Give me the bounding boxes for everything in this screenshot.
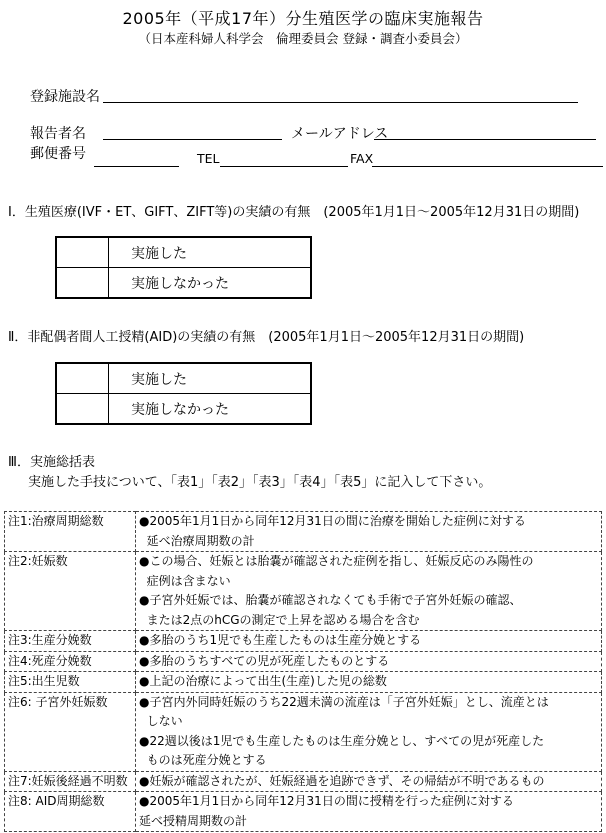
note-description: ●2005年1月1日から同年12月31日の間に授精を行った症例に対する 延べ授精周期数の計 xyxy=(136,792,602,832)
notes-table xyxy=(4,511,602,832)
table-row xyxy=(5,771,602,792)
note-term: 注2:妊娠数 xyxy=(5,552,136,631)
fax-input[interactable] xyxy=(372,151,603,167)
note-description: ●2005年1月1日から同年12月31日の間に治療を開始した症例に対する 延べ治療周期数の計 xyxy=(136,512,602,552)
reporter-name-label: 報告者名 xyxy=(30,126,86,142)
note-description: ●子宮内外同時妊娠のうち22週未満の流産は「子宮外妊娠」とし、流産とは しない ●22週以後は1児でも生産したものは生産分娩とし、すべての児が死産した ものは死産分娩とする xyxy=(136,692,602,771)
note-term: 注6: 子宮外妊娠数 xyxy=(5,692,136,771)
option-not-performed-2: 実施しなかった xyxy=(109,394,312,425)
table-row xyxy=(56,237,311,268)
note-term: 注4:死産分娩数 xyxy=(5,651,136,672)
reporter-name-input[interactable] xyxy=(103,124,282,140)
table-row xyxy=(5,631,602,652)
table-row xyxy=(56,363,311,394)
facility-name-label: 登録施設名 xyxy=(30,89,100,105)
postal-code-label: 郵便番号 xyxy=(30,146,86,162)
tel-input[interactable] xyxy=(220,151,348,167)
page-title: 2005年（平成17年）分生殖医学の臨床実施報告 xyxy=(122,9,484,28)
table-row xyxy=(5,692,602,771)
tel-label: TEL xyxy=(197,151,220,166)
checkbox-cell-not-performed-1[interactable] xyxy=(56,268,109,299)
page-subtitle: （日本産科婦人科学会 倫理委員会 登録・調査小委員会） xyxy=(138,31,468,46)
note-description: ●この場合、妊娠とは胎嚢が確認された症例を指し、妊娠反応のみ陽性の 症例は含まない ●子宮外妊娠では、胎嚢が確認されなくても手術で子宮外妊娠の確認、 または2点のhCGの測定で上昇を認める場合を含む xyxy=(136,552,602,631)
table-row xyxy=(56,268,311,299)
checkbox-cell-not-performed-2[interactable] xyxy=(56,394,109,425)
option-not-performed-1: 実施しなかった xyxy=(109,268,312,299)
note-term: 注5:出生児数 xyxy=(5,672,136,693)
checkbox-cell-performed-1[interactable] xyxy=(56,237,109,268)
table-row xyxy=(5,651,602,672)
table-row xyxy=(5,512,602,552)
note-term: 注3:生産分娩数 xyxy=(5,631,136,652)
section-1-heading: Ⅰ．生殖医療(IVF・ET、GIFT、ZIFT等)の実績の有無 (2005年1月1日～2005年12月31日の期間) xyxy=(8,205,580,220)
section-3-instruction: 実施した手技について、「表1」「表2」「表3」「表4」「表5」に記入して下さい。 xyxy=(28,475,492,490)
checkbox-cell-performed-2[interactable] xyxy=(56,363,109,394)
section-3-heading: Ⅲ．実施総括表 xyxy=(8,455,95,470)
table-row xyxy=(5,672,602,693)
table-row xyxy=(5,792,602,832)
option-performed-1: 実施した xyxy=(109,237,312,268)
table-row xyxy=(5,552,602,631)
note-term: 注7:妊娠後経過不明数 xyxy=(5,771,136,792)
email-input[interactable] xyxy=(374,124,596,140)
note-description: ●上記の治療によって出生(生産)した児の総数 xyxy=(136,672,602,693)
note-description: ●多胎のうち1児でも生産したものは生産分娩とする xyxy=(136,631,602,652)
section-2-table xyxy=(55,362,312,425)
note-term: 注1:治療周期総数 xyxy=(5,512,136,552)
postal-code-input[interactable] xyxy=(94,151,179,167)
facility-name-input[interactable] xyxy=(103,87,578,103)
email-label: メールアドレス xyxy=(291,126,389,142)
note-description: ●多胎のうちすべての児が死産したものとする xyxy=(136,651,602,672)
option-performed-2: 実施した xyxy=(109,363,312,394)
fax-label: FAX xyxy=(350,151,374,166)
table-row xyxy=(56,394,311,425)
section-1-table xyxy=(55,236,312,299)
note-description: ●妊娠が確認されたが、妊娠経過を追跡できず、その帰結が不明であるもの xyxy=(136,771,602,792)
note-term: 注8: AID周期総数 xyxy=(5,792,136,832)
section-2-heading: Ⅱ．非配偶者間人工授精(AID)の実績の有無 (2005年1月1日～2005年12月31日の期間) xyxy=(8,330,525,345)
